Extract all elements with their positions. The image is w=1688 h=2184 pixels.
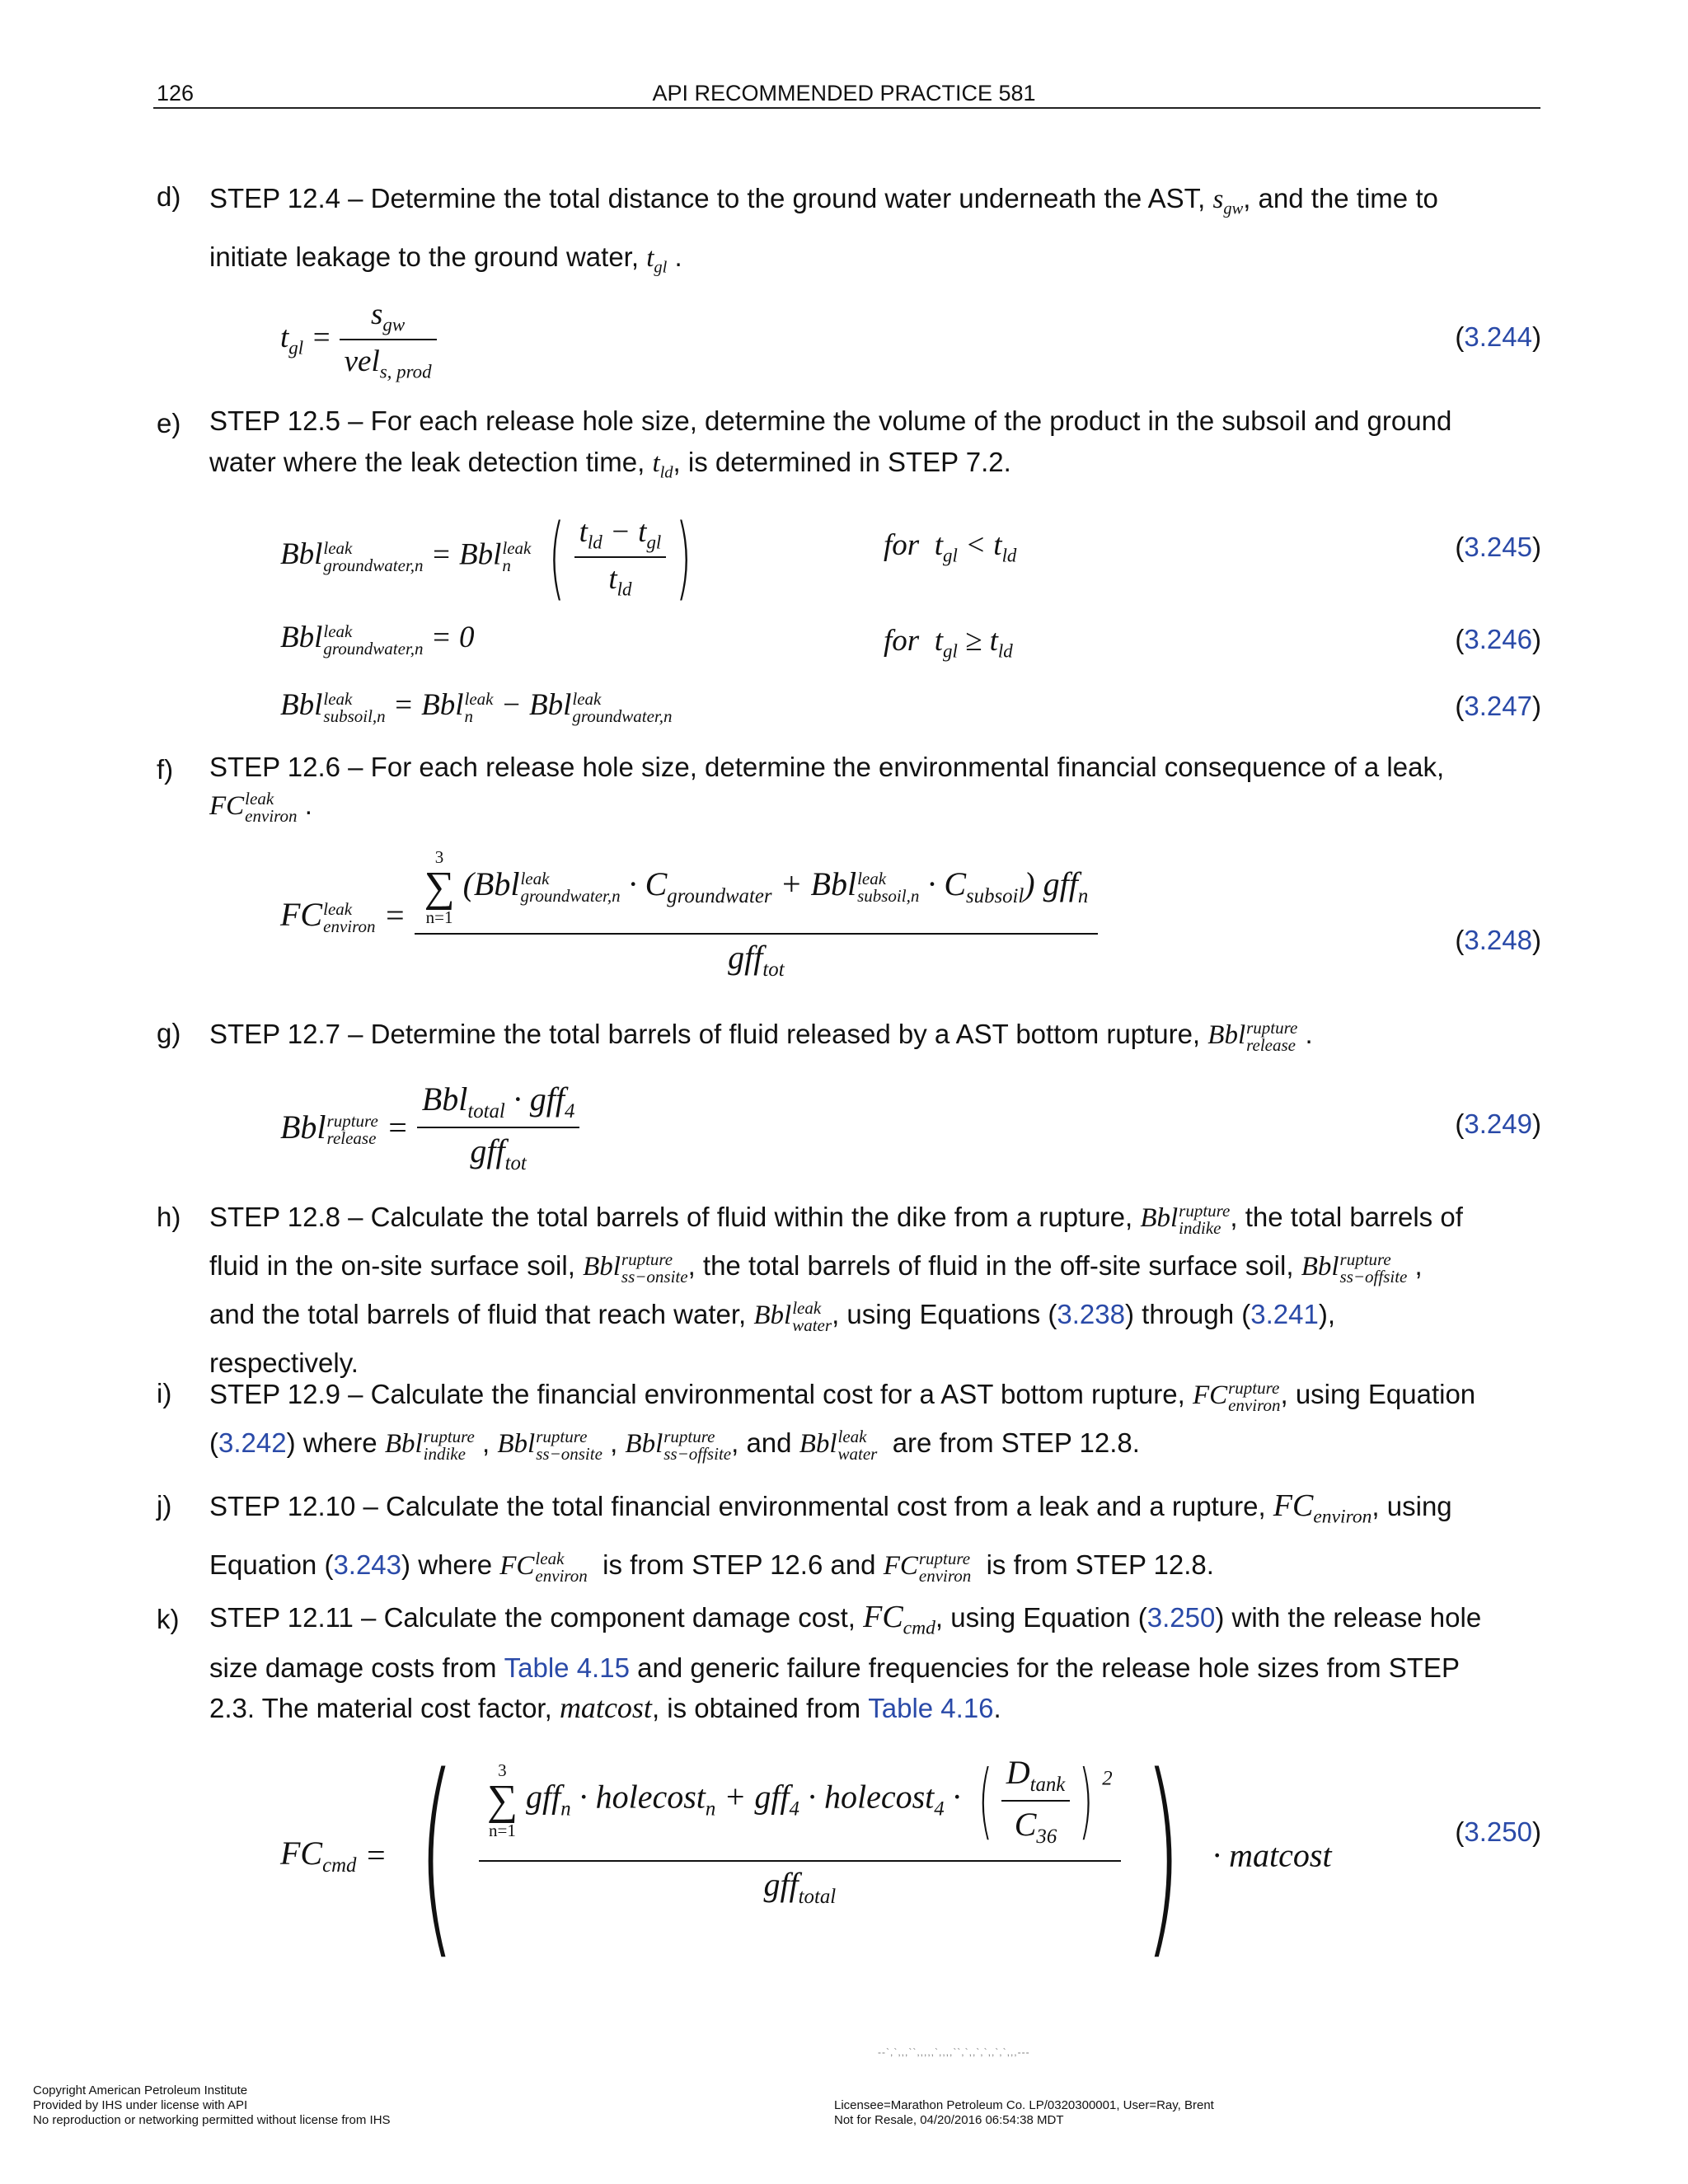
equation-3-245-condition: for $t_{gl} < t_{ld}$ bbox=[884, 528, 1017, 566]
equation-number: (3.246) bbox=[1455, 624, 1541, 654]
equation-3-248: FC leak environ = 3 ∑ n=1 (Bbl leak groundwater,n · $C_{groundwater}$ + Bbl leak subsoil,n · $C_{subsoil}$) gff$_n$ gff$_{tot}$ bbox=[280, 849, 1098, 982]
page-number: 126 bbox=[157, 81, 195, 105]
item-k-text: STEP 12.11 – Calculate the component damage cost, $FC_{cmd}$, using Equation (3.250) with the release hole size damage costs from Table 4.15 and generic failure frequencies for the release hole sizes from STEP 2.3. The material cost factor, matcost, is obtained from Table 4.16. bbox=[209, 1600, 1482, 1724]
item-f-text: STEP 12.6 – For each release hole size, determine the environmental financial consequence of a leak, FC leak environ . bbox=[209, 752, 1445, 827]
equation-number: (3.244) bbox=[1455, 321, 1541, 352]
footer-copyright: Copyright American Petroleum Institute Provided by IHS under license with API No reproduction or networking permitted without license from IHS bbox=[33, 2083, 391, 2127]
equation-number: (3.249) bbox=[1455, 1108, 1541, 1139]
equation-number: (3.248) bbox=[1455, 925, 1541, 955]
equation-3-245: Bbl leak groundwater,n = Bbl leak n ( $\frac{t_{ld} - t_{gl}}{t_{ld}}$ ) bbox=[280, 504, 692, 610]
item-g-text: STEP 12.7 – Determine the total barrels of fluid released by a AST bottom rupture, Bbl rupture release . bbox=[209, 1018, 1313, 1056]
equation-3-246-condition: for $t_{gl} \ge t_{ld}$ bbox=[884, 624, 1013, 662]
header-rule bbox=[153, 107, 1540, 109]
equation-3-250: $FC_{cmd}$ = ( 3 ∑ n=1 gff$_n$ · holecost$_n$ + gff$_4$ · holecost$_4$ · ( $\frac{D_{tank}}{C_{36}}$ ) $^2$ gff$_{total}$ ) · matcost bbox=[280, 1731, 1332, 1980]
equation-3-244: $t_{gl}$ = $\frac{s_{gw}}{vel_{s, prod}}$ bbox=[280, 297, 437, 383]
item-d-text: STEP 12.4 – Determine the total distance to the ground water underneath the AST, $s_{gw}$, and the time to initiate leakage to the ground water, $t_{gl}$ . bbox=[209, 183, 1438, 277]
item-label-e: e) bbox=[157, 408, 181, 438]
equation-3-247: Bbl leak subsoil,n = Bbl leak n − Bbl leak groundwater,n bbox=[280, 688, 673, 726]
equation-number: (3.245) bbox=[1455, 532, 1541, 562]
item-label-h: h) bbox=[157, 1202, 181, 1232]
symbol-s-gw: $s_{gw}$ bbox=[1212, 185, 1244, 218]
item-i-text: STEP 12.9 – Calculate the financial environmental cost for a AST bottom rupture, FC rupture environ , using Equation (3.242) where Bbl rupture indike , Bbl rupture ss−onsite , Bbl rupture ss−offsite , and Bbl leak water are from STEP 12.8. bbox=[209, 1378, 1476, 1465]
equation-number: (3.250) bbox=[1455, 1816, 1541, 1847]
scan-mark: --`,`,,,``,,,,,`,,,,``,`,,`,`,,`,`,,,--- bbox=[878, 2046, 1030, 2058]
running-header: API RECOMMENDED PRACTICE 581 bbox=[652, 81, 1036, 105]
equation-3-246: Bbl leak groundwater,n = 0 bbox=[280, 621, 475, 658]
item-label-g: g) bbox=[157, 1018, 181, 1048]
item-label-j: j) bbox=[157, 1490, 172, 1521]
item-label-i: i) bbox=[157, 1378, 172, 1408]
item-label-k: k) bbox=[157, 1604, 180, 1634]
item-label-f: f) bbox=[157, 754, 174, 785]
item-label-d: d) bbox=[157, 181, 181, 212]
footer-license: Licensee=Marathon Petroleum Co. LP/0320300001, User=Ray, Brent Not for Resale, 04/20/2016 06:54:38 MDT bbox=[834, 2098, 1214, 2127]
equation-3-249: Bbl rupture release = $\frac{Bbl_{total} \cdot gff_4}{gff_{tot}}$ bbox=[280, 1080, 579, 1175]
item-h-text: STEP 12.8 – Calculate the total barrels of fluid within the dike from a rupture, Bbl rupture indike , the total barrels of fluid in the on-site surface soil, Bbl rupture ss−onsite , the total barrels of fluid in the off-site surface soil, Bbl rupture ss−offsite , and the total barrels of fluid that reach water, Bbl leak water , using Equations (3.238) through (3.241), respectively. bbox=[209, 1201, 1463, 1378]
item-j-text: STEP 12.10 – Calculate the total financial environmental cost from a leak and a rupture, $FC_{environ}$, using Equation (3.243) where FC leak environ is from STEP 12.6 and FC rupture environ is from STEP 12.8. bbox=[209, 1488, 1452, 1586]
equation-number: (3.247) bbox=[1455, 691, 1541, 721]
item-e-text: STEP 12.5 – For each release hole size, determine the volume of the product in the subsoil and ground water where the leak detection time, $t_{ld}$, is determined in STEP 7.2. bbox=[209, 405, 1452, 482]
